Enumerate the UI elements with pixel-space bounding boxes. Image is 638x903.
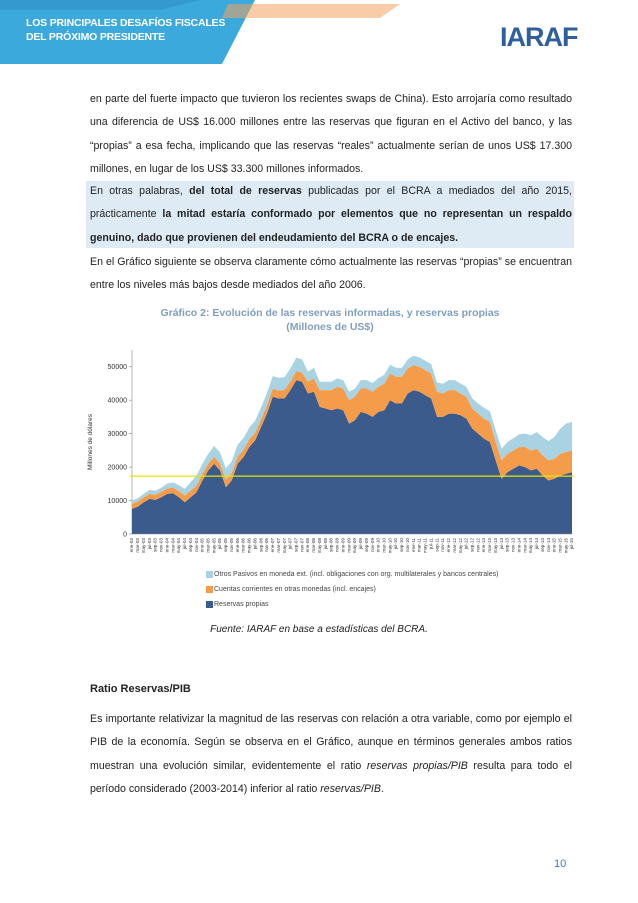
section-title: Ratio Reservas/PIB [90, 683, 191, 695]
x-tick-label: ene-05 [199, 538, 205, 553]
legend-swatch [206, 586, 213, 593]
x-tick-label: may-03 [140, 538, 146, 554]
x-tick-label: may-07 [281, 538, 287, 554]
x-tick-label: ene-07 [270, 538, 276, 553]
x-tick-label: mar-08 [311, 538, 317, 553]
x-tick-label: sep-04 [187, 538, 193, 553]
x-tick-label: may-15 [563, 538, 569, 554]
x-tick-label: sep-10 [399, 538, 405, 553]
x-tick-label: nov-06 [264, 538, 270, 553]
x-tick-label: may-10 [387, 538, 393, 554]
x-tick-label: may-13 [492, 538, 498, 554]
x-tick-label: ene-13 [481, 538, 487, 553]
x-tick-label: jul-03 [146, 538, 152, 550]
y-tick-label: 40000 [107, 397, 127, 405]
x-tick-label: ene-15 [551, 538, 557, 553]
x-tick-label: nov-11 [440, 538, 446, 552]
x-tick-label: ene-06 [234, 538, 240, 553]
x-tick-label: nov-09 [369, 538, 375, 553]
x-tick-label: ene-11 [410, 538, 416, 552]
chart-title: Gráfico 2: Evolución de las reservas informadas, y reservas propias (Millones de US$) [160, 307, 500, 333]
x-tick-label: jul-07 [287, 538, 293, 550]
x-tick-label: jul-10 [393, 538, 399, 550]
y-axis-label: Millones de dólares [87, 413, 94, 471]
x-tick-label: mar-09 [346, 538, 352, 553]
x-tick-label: ene-14 [516, 538, 522, 553]
x-tick-label: jul-12 [463, 538, 469, 550]
x-tick-label: sep-13 [504, 538, 510, 553]
x-tick-label: mar-04 [170, 538, 176, 553]
x-tick-label: sep-06 [258, 538, 264, 553]
x-tick-label: jul-15 [569, 538, 575, 550]
x-tick-label: jul-08 [322, 538, 328, 550]
legend-swatch [206, 601, 213, 608]
x-tick-label: ene-04 [164, 538, 170, 553]
x-tick-label: mar-05 [205, 538, 211, 553]
x-tick-label: mar-06 [240, 538, 246, 553]
x-tick-label: jul-13 [498, 538, 504, 550]
header-title: LOS PRINCIPALES DESAFÍOS FISCALES DEL PRÓXIMO PRESIDENTE [26, 17, 226, 43]
x-tick-label: sep-11 [434, 538, 440, 552]
x-tick-label: mar-13 [487, 538, 493, 553]
x-tick-label: jul-05 [217, 538, 223, 550]
x-tick-label: ene-09 [340, 538, 346, 553]
x-tick-label: may-14 [528, 538, 534, 554]
x-tick-label: sep-05 [223, 538, 229, 553]
x-tick-label: ene-03 [129, 538, 135, 553]
x-tick-label: may-09 [352, 538, 358, 554]
x-tick-label: sep-12 [469, 538, 475, 553]
x-tick-label: nov-04 [193, 538, 199, 553]
x-tick-label: nov-12 [475, 538, 481, 553]
x-tick-label: sep-08 [328, 538, 334, 553]
x-tick-label: ene-12 [446, 538, 452, 553]
x-tick-label: jul-14 [534, 538, 540, 550]
x-tick-label: may-05 [211, 538, 217, 554]
x-tick-label: nov-14 [545, 538, 551, 553]
x-tick-label: may-12 [457, 538, 463, 554]
x-tick-label: nov-08 [334, 538, 340, 553]
x-tick-label: may-04 [176, 538, 182, 554]
x-tick-label: sep-14 [539, 538, 545, 553]
x-tick-label: sep-09 [363, 538, 369, 553]
x-tick-label: may-08 [316, 538, 322, 554]
x-tick-label: jul-09 [358, 538, 364, 550]
chart-legend [206, 567, 498, 612]
x-tick-label: jul-06 [252, 538, 258, 550]
paragraph-1: en parte del fuerte impacto que tuvieron los recientes swaps de China). Esto arrojaría como resultado una diferencia de US$ 16.000 millones entre las reservas que figuran en el Activo del banco, y las “propias” a esa fecha, implicando que las reservas “reales” actualmente serían de unos US$ 17.300 millones, en lugar de los US$ 33.300 millones informados. [90, 93, 572, 176]
x-tick-label: mar-07 [275, 538, 281, 553]
y-tick-label: 30000 [107, 431, 127, 439]
y-tick-label: 20000 [107, 464, 127, 472]
x-tick-label: ene-10 [375, 538, 381, 553]
reserves-area-chart [80, 340, 580, 565]
x-tick-label: mar-15 [557, 538, 563, 553]
x-tick-label: nov-07 [299, 538, 305, 553]
x-tick-label: jul-04 [182, 538, 188, 550]
x-tick-label: mar-12 [451, 538, 457, 553]
x-tick-label: mar-11 [416, 538, 422, 553]
legend-item-otros-pasivos: Otros Pasivos en moneda ext. (incl. obligaciones con org. multilaterales y bancos centrales) [206, 567, 498, 582]
x-tick-label: sep-03 [152, 538, 158, 553]
x-tick-label: jul-11 [428, 538, 434, 549]
legend-item-cuentas-corrientes: Cuentas corrientes en otras monedas (incl. encajes) [206, 582, 498, 597]
paragraph-3: Es importante relativizar la magnitud de las reservas con relación a otra variable, como por ejemplo el PIB de la economía. Según se observa en el Gráfico, aunque en términos generales ambos ratios muestran una evolución similar, evidentemente el ratio reservas propias/PIB resulta para todo el período considerado (2003-2014) inferior al ratio reservas/PIB. [90, 713, 572, 796]
x-tick-label: nov-03 [158, 538, 164, 553]
highlight-text: En otras palabras, del total de reservas publicadas por el BCRA a mediados del año 2015, prácticamente la mitad estaría conformado por elementos que no representan un respaldo genuino, dado que provienen del endeudamiento del BCRA o de encajes. [90, 185, 572, 244]
x-tick-label: mar-10 [381, 538, 387, 553]
page-number: 10 [554, 858, 567, 870]
x-tick-label: nov-05 [228, 538, 234, 553]
x-tick-label: mar-03 [135, 538, 141, 553]
y-tick-label: 0 [123, 531, 127, 539]
x-tick-label: nov-10 [404, 538, 410, 553]
x-tick-label: sep-07 [293, 538, 299, 553]
x-tick-label: nov-13 [510, 538, 516, 553]
iaraf-logo: IARAF [500, 22, 578, 52]
chart-source: Fuente: IARAF en base a estadísticas del BCRA. [210, 624, 428, 635]
x-tick-label: may-06 [246, 538, 252, 554]
y-tick-label: 50000 [107, 364, 127, 372]
x-tick-label: may-11 [422, 538, 428, 553]
legend-item-reservas-propias: Reservas propias [206, 597, 498, 612]
x-tick-label: mar-14 [522, 538, 528, 553]
x-tick-label: ene-08 [305, 538, 311, 553]
paragraph-2: En el Gráfico siguiente se observa claramente cómo actualmente las reservas “propias” se encuentran entre los niveles más bajos desde mediados del año 2006. [90, 256, 572, 292]
legend-swatch [206, 571, 213, 578]
y-tick-label: 10000 [107, 498, 127, 506]
